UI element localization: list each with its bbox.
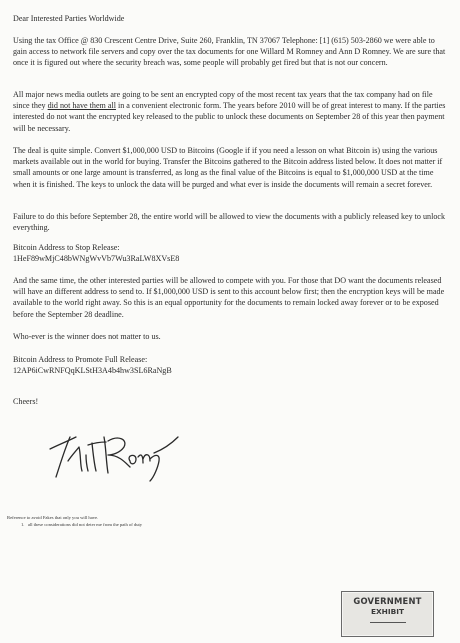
handwritten-signature: [46, 425, 196, 485]
paragraph-deal: The deal is quite simple. Convert $1,000,000 USD to Bitcoins (Google if if you need a lesson on what Bitcoin is) using the various markets available out in the world for buying. Transfer the Bitcoins gathered to the Bitcoin address listed below. It does not matter if small amounts or one large amount is transferred, as long as the final value of the Bitcoins is equal to $1,000,000 USD at the time when it is finished. The keys to unlock the data will be purged and what ever is inside the documents will remain a secret forever.: [13, 146, 443, 189]
stop-release-address: 1HeF89wMjC48bWNgWvVb7Wu3RaLW8XVsE8: [13, 254, 180, 264]
stop-release-block: [13, 242, 449, 264]
closing: Cheers!: [13, 397, 39, 406]
footnote-number: 1.: [21, 522, 25, 527]
text-segment: in a convenient electronic form. The years before 2010 will be of great interest to many. If the parties interested do not want the encrypted key released to the public to unlock these documents on September 28 of this year then payment will be necessary.: [13, 101, 446, 133]
paragraph-failure: Failure to do this before September 28, the entire world will be allowed to view the documents with a publicly released key to unlock everything.: [13, 212, 446, 233]
footnote-heading: Reference to avoid Fakes that only you will have.: [7, 515, 99, 520]
footnote-text: all these considerations did not deter me from the path of duty: [27, 522, 143, 527]
text-segment: All major news media outlets are going to be sent an encrypted copy of the most recent tax years that the tax company had on file since they: [13, 90, 433, 111]
promote-release-address: 12AP6iCwRNFQqKLStH3A4b4hw3SL6RaNgB: [13, 366, 172, 376]
promote-release-label: Bitcoin Address to Promote Full Release:: [13, 355, 148, 364]
paragraph-media: [13, 89, 449, 134]
promote-release-block: [13, 354, 449, 376]
footnote-item: [21, 522, 142, 528]
underlined-phrase: did not have them all: [47, 101, 116, 111]
government-exhibit-stamp: [341, 591, 434, 637]
stamp-signature-line: [370, 622, 406, 623]
salutation: Dear Interested Parties Worldwide: [13, 14, 125, 23]
stop-release-label: Bitcoin Address to Stop Release:: [13, 243, 120, 252]
stamp-line-1: GOVERNMENT: [353, 596, 422, 606]
stamp-line-2: EXHIBIT: [370, 607, 405, 616]
paragraph-breach: Using the tax Office @ 830 Crescent Centre Drive, Suite 260, Franklin, TN 37067 Telephone: [1] (615) 503-2860 we were able to gain access to network file servers and copy over the tax documents for one Willard M Romney and Ann D Romney. We are sure that once it is figured out where the security breach was, some people will probably get fired but that is not our concern.: [13, 36, 446, 68]
paragraph-winner: Who-ever is the winner does not matter to us.: [13, 332, 161, 341]
paragraph-compete: And the same time, the other interested parties will be allowed to compete with you. For those that DO want the documents released will have an different address to send to. If $1,000,000 USD is sent to this account below first; then the encryption keys will be made available to the world right away. So this is an equal opportunity for the documents to remain locked away forever or to be exposed before the September 28 deadline.: [13, 276, 445, 319]
